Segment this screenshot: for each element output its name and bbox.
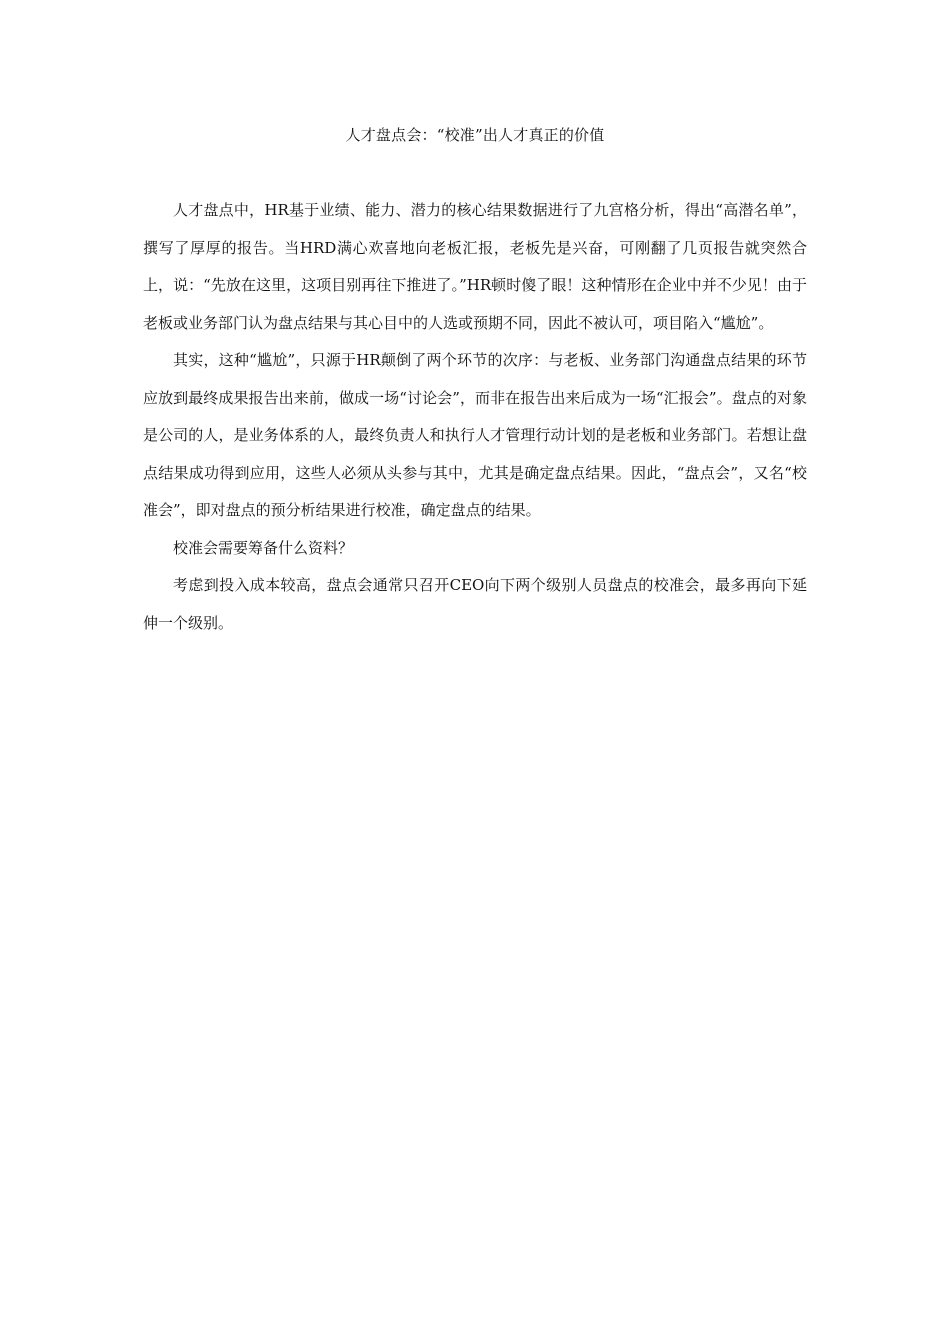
- paragraph-explanation: 其实，这种“尴尬”，只源于HR颠倒了两个环节的次序：与老板、业务部门沟通盘点结果的环节应放到最终成果报告出来前，做成一场“讨论会”，而非在报告出来后成为一场“汇报会”。盘点的对象是公司的人，是业务体系的人，最终负责人和执行人才管理行动计划的是老板和业务部门。若想让盘点结果成功得到应用，这些人必须从头参与其中，尤其是确定盘点结果。因此，“盘点会”，又名“校准会”，即对盘点的预分析结果进行校准，确定盘点的结果。: [143, 351, 807, 519]
- paragraph-question: 校准会需要筹备什么资料？: [173, 538, 354, 557]
- paragraph-intro: 人才盘点中，HR基于业绩、能力、潜力的核心结果数据进行了九宫格分析，得出“高潜名单”，撰写了厚厚的报告。当HRD满心欢喜地向老板汇报，老板先是兴奋，可刚翻了几页报告就突然合上，说：“先放在这里，这项目别再往下推进了。”HR顿时傻了眼！这种情形在企业中并不少见！由于老板或业务部门认为盘点结果与其心目中的人选或预期不同，因此不被认可，项目陷入“尴尬”。: [143, 201, 807, 332]
- paragraph-scope: 考虑到投入成本较高，盘点会通常只召开CEO向下两个级别人员盘点的校准会，最多再向下延伸一个级别。: [143, 576, 807, 632]
- document-body: [143, 192, 807, 642]
- document-title: 人才盘点会：“校准”出人才真正的价值: [345, 126, 605, 144]
